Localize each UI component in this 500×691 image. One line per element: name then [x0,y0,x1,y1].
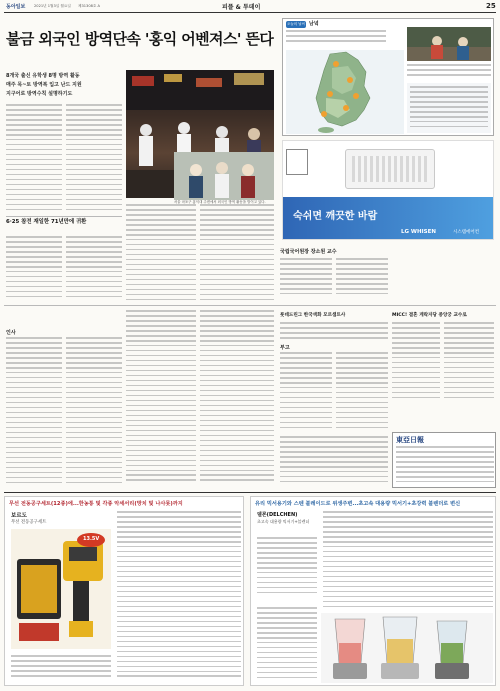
lg-brand: LG WHISEN [401,229,436,235]
people-col1 [6,337,62,487]
lg-ad-tag-small [286,149,308,175]
people-col4 [200,310,274,487]
company-info-left [280,436,388,486]
tool-badge-text: 13.5V [83,536,100,542]
weather-badge [286,21,306,28]
people-col3 [126,310,196,487]
tool-badge [77,533,105,547]
weather-map [286,50,404,134]
deck-line: 매주 목~토 방역복 입고 난드 지원 [6,82,82,88]
drill-icon [11,529,111,649]
obit-body [280,352,332,432]
article-title-1: 6·25 참전 재일한 71년만에 귀환 [6,219,87,225]
lg-ad-unit [345,149,435,189]
weather-table-rows [410,86,488,130]
tool-ad-title: 무선 전동공구세트(12종)에...한농통 및 각종 악세서리(망치 및 나사못)까지 [9,501,183,507]
deck-line: 지구어로 방역수칙 설명하기도 [6,91,73,97]
divider [4,492,496,493]
obit-body-b [336,352,388,432]
blender-icon [321,613,493,683]
divider [4,305,496,306]
lg-ad-vent [352,156,430,182]
blender-ad [250,496,496,686]
article-body-2 [280,258,332,298]
article-body-4 [392,322,440,402]
lead-headline: 불금 외국인 방역단속 '홍익 어벤져스' 뜬다 [6,30,274,48]
weather-photo [407,27,491,61]
weather-text [286,30,386,48]
issue-number: 제31308호 A [78,4,100,8]
blender-product-image [321,613,493,683]
article-body-1b [66,236,122,300]
lg-ad [282,140,494,240]
issue-date: 2021년 1월3일 월요일 [34,4,71,8]
people-title: 인사 [6,330,16,336]
volunteer-photo [174,152,274,200]
tool-sub: 무선 전동공구세트 [11,520,47,525]
deck-line: 8개국 출신 유학생 8명 방역 활동 [6,73,80,79]
lead-body-col3 [126,204,196,304]
blender-ad-footer [257,607,317,683]
company-box [392,432,496,488]
article-body-1 [6,236,62,300]
tool-product-image [11,529,111,649]
weather-table [407,83,491,133]
lead-photo-caption: 서울 마포구 홍익대 주변에서 외국인 방역 활동을 벌이고 있다. [174,200,266,204]
article-title-3: 롯데드린그 한국색화 모르샙트사 [280,313,346,318]
page-number: 25 [486,2,496,10]
company-name: 東亞日報 [396,435,424,444]
blender-ad-body [323,511,493,611]
volunteer-photo-scene [174,152,274,200]
blender-sub: 초고속 대용량 믹서기+블렌더 [257,519,310,524]
blender-brand: 델론(DELCHEN) [257,512,298,518]
lead-body-col1 [6,104,62,214]
lg-ad-slogan: 숙쉬면 깨끗한 바람 [293,211,378,222]
obit-title: 부고 [280,345,290,351]
section-title: 피플 & 투데이 [222,4,261,11]
masthead [0,0,500,12]
weather-box [282,18,494,136]
lg-ad-banner [283,197,494,240]
tool-brand: 보르도 [11,513,27,519]
tool-ad-body [117,511,241,681]
masthead-rule [4,12,496,13]
article-body-2b [336,258,388,298]
blender-ad-body-left [257,537,317,597]
lead-deck [6,72,126,99]
article-title-4: MICC! 결혼 게락자당 중앙궁 교수로 [392,313,467,318]
weather-photo-caption [407,64,491,80]
paper-name: 동아일보 [6,4,26,10]
lg-tag: 시스템에어컨 [453,230,480,235]
people-col2 [66,337,122,487]
blender-ad-title: 유리 믹서용기와 스텐 블레이드로 위생주변...초고속 대용량 믹서기+초강력 블렌더로 변신 [255,501,461,507]
lead-body-col2 [66,104,122,214]
tool-ad [4,496,244,686]
company-info [396,446,494,486]
article-body-4b [444,322,494,402]
tool-ad-footer [11,655,111,683]
lead-body-col4 [200,204,274,304]
article-title-2: 국립국어원장 장소원 교수 [280,249,337,255]
photo-caption-box [126,70,127,71]
weather-region: 남녘 [309,21,319,27]
divider [6,216,122,217]
weather-badge-text: 오늘의 날씨 [287,22,306,26]
article-body-3 [280,322,388,342]
weather-photo-scene [407,27,491,61]
